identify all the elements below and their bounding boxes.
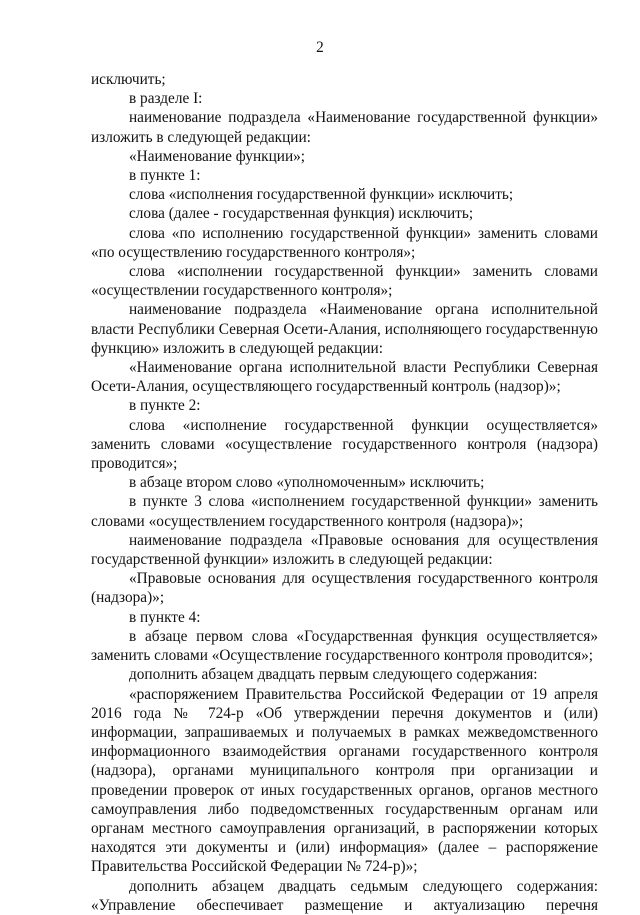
paragraph: «Наименование органа исполнительной власти Республики Северная Осети-Алания, осуществляющего государственный контроль (надзор)»;	[91, 359, 598, 396]
paragraph: слова «исполнения государственной функции» исключить;	[129, 186, 514, 204]
paragraph: в пункте 3 слова «исполнением государственной функции» заменить словами «осуществлением государственного контроля (надзора)»;	[91, 493, 598, 530]
paragraph: в разделе I:	[129, 90, 203, 108]
document-body	[91, 70, 598, 915]
paragraph: «Правовые основания для осуществления государственного контроля (надзора)»;	[91, 570, 598, 607]
paragraph: слова «исполнение государственной функции осуществляется» заменить словами «осуществление государственного контроля (надзора) проводится»;	[91, 416, 598, 473]
paragraph: в абзаце втором слово «уполномоченным» исключить;	[129, 474, 485, 492]
paragraph: в пункте 4:	[129, 608, 201, 626]
paragraph: дополнить абзацем двадцать первым следующего содержания:	[129, 666, 538, 684]
page-number: 2	[316, 39, 324, 56]
paragraph: в пункте 1:	[129, 167, 201, 185]
paragraph: слова «исполнении государственной функции» заменить словами «осуществлении государственного контроля»;	[91, 263, 598, 300]
paragraph: в абзаце первом слова «Государственная функция осуществляется» заменить словами «Осуществление государственного контроля проводится»;	[91, 627, 598, 665]
paragraph: дополнить абзацем двадцать седьмым следующего содержания: «Управление обеспечивает размещение и актуализацию перечня	[91, 877, 598, 914]
paragraph: в пункте 2:	[129, 397, 201, 415]
paragraph: наименование подраздела «Наименование государственной функции» изложить в следующей редакции:	[91, 109, 598, 146]
paragraph: исключить;	[91, 71, 166, 88]
paragraph: «Наименование функции»;	[129, 147, 306, 165]
paragraph: слова (далее - государственная функция) исключить;	[129, 205, 474, 223]
paragraph: наименование подраздела «Правовые основания для осуществления государственной функции» изложить в следующей редакции:	[91, 531, 598, 569]
paragraph: слова «по исполнению государственной функции» заменить словами «по осуществлению государственного контроля»;	[91, 224, 598, 261]
paragraph: «распоряжением Правительства Российской Федерации от 19 апреля 2016 года № 724-р «Об утверждении перечня документов и (или) информации, запрашиваемых и получаемых в рамках межведомственного информационного взаимодействия органами государственного контроля (надзора), органами муниципального контроля при организации и проведении проверок от иных государственных органов, органов местного самоуправления либо подведомственных государственным органам или органам местного самоуправления организаций, в распоряжении которых находятся эти документы и (или) информация» (далее – распоряжение Правительства Российской Федерации № 724-р)»;	[91, 685, 598, 876]
paragraph: наименование подраздела «Наименование органа исполнительной власти Республики Северная Осети-Алания, исполняющего государственную функцию» изложить в следующей редакции:	[91, 301, 598, 357]
